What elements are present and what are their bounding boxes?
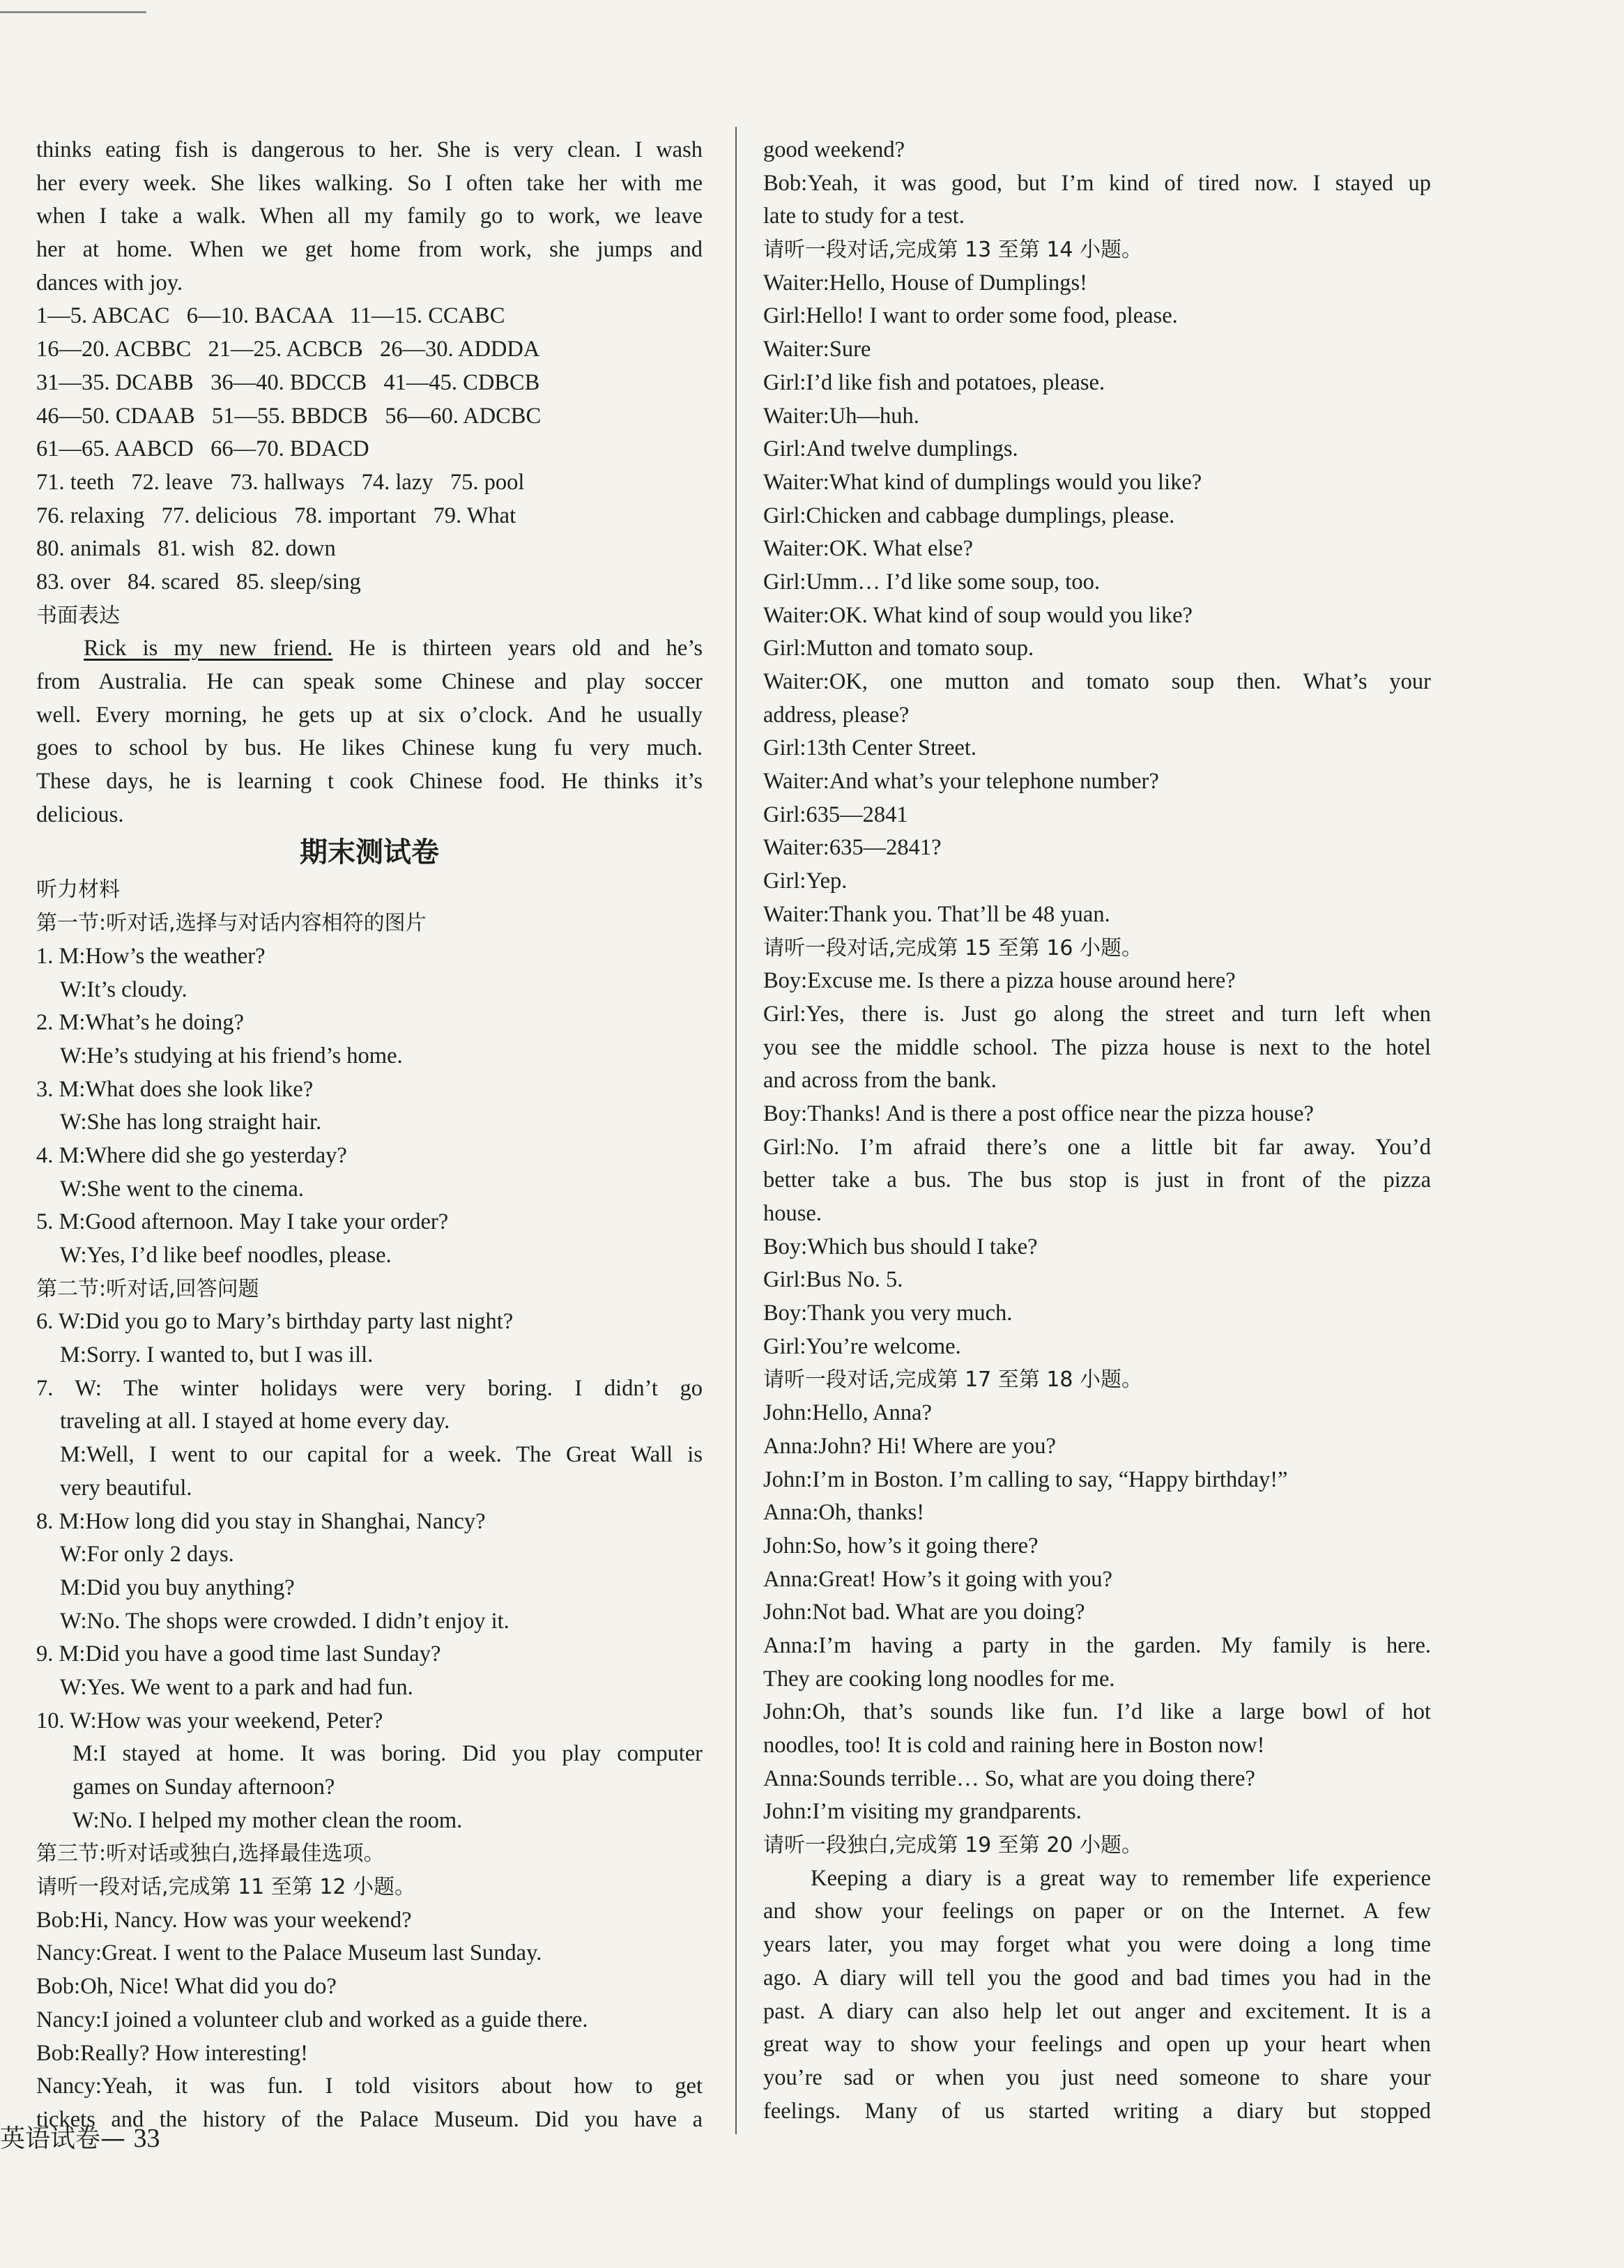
dialog-line: Girl:Hello! I want to order some food, please. <box>763 303 1178 329</box>
answer-key <box>36 300 703 599</box>
dialog-line: W:He’s studying at his friend’s home. <box>60 1043 403 1068</box>
right-column <box>763 134 1431 2128</box>
dialog-line: Boy:Thanks! And is there a post office near the pizza house? <box>763 1101 1314 1126</box>
dialog-line: Girl:No. I’m afraid there’s one a little bit far away. You’d <box>763 1134 1431 1160</box>
dialog-line: very beautiful. <box>60 1475 192 1501</box>
section2-dialogs <box>36 1305 703 1837</box>
monologue-heading: 请听一段独白,完成第 19 至第 20 小题。 <box>763 1833 1143 1858</box>
section1-dialogs <box>36 940 703 1273</box>
text-line: feelings. Many of us started writing a diary but stopped <box>763 2098 1431 2124</box>
text-line: well. Every morning, he gets up at six o’clock. And he usually <box>36 702 703 728</box>
dialog-line: Boy:Which bus should I take? <box>763 1234 1038 1259</box>
dialog-line: good weekend? <box>763 137 905 162</box>
answer-line: 46—50. CDAAB 51—55. BBDCB 56—60. ADCBC <box>36 403 542 429</box>
dialog2 <box>763 267 1431 932</box>
answer-line: 31—35. DCABB 36—40. BDCCB 41—45. CDBCB <box>36 369 540 395</box>
dialog-line: Waiter:OK, one mutton and tomato soup then. What’s your <box>763 669 1431 694</box>
dialog-line: Anna:Great! How’s it going with you? <box>763 1566 1112 1592</box>
text-line: past. A diary can also help let out anger and excitement. It is a <box>763 1998 1431 2024</box>
dialog-line: Waiter:Sure <box>763 337 871 362</box>
dialog-heading: 请听一段对话,完成第 11 至第 12 小题。 <box>36 1875 416 1900</box>
dialog-line: W:She went to the cinema. <box>60 1176 304 1202</box>
answer-line: 83. over 84. scared 85. sleep/sing <box>36 569 361 595</box>
dialog-line: Anna:Sounds terrible… So, what are you doing there? <box>763 1765 1255 1791</box>
text-line: you’re sad or when you just need someone to share your <box>763 2064 1431 2090</box>
text-line: Rick is my new friend. He is thirteen years old and he’s <box>84 636 703 661</box>
dialog-line: 8. M:How long did you stay in Shanghai, Nancy? <box>36 1508 486 1534</box>
dialog-line: Girl:Yes, there is. Just go along the street and turn left when <box>763 1001 1431 1027</box>
dialog-line: John:Not bad. What are you doing? <box>763 1600 1085 1625</box>
section-heading: 第一节:听对话,选择与对话内容相符的图片 <box>36 911 427 936</box>
dialog-line: 9. M:Did you have a good time last Sunday? <box>36 1641 441 1667</box>
dialog-line: 6. W:Did you go to Mary’s birthday party last night? <box>36 1309 514 1335</box>
dialog-line: Bob:Really? How interesting! <box>36 2040 308 2066</box>
dialog-line: Girl:Chicken and cabbage dumplings, please. <box>763 503 1175 528</box>
text-line: ago. A diary will tell you the good and bad times you had in the <box>763 1965 1431 1991</box>
dialog-line: They are cooking long noodles for me. <box>763 1666 1115 1692</box>
dialog-heading: 请听一段对话,完成第 17 至第 18 小题。 <box>763 1367 1143 1393</box>
dialog-line: traveling at all. I stayed at home every day. <box>60 1409 450 1434</box>
dialog-line: W:It’s cloudy. <box>60 976 187 1002</box>
text-line: her at home. When we get home from work, she jumps and <box>36 237 703 263</box>
dialog-line: and across from the bank. <box>763 1068 997 1094</box>
dialog-heading: 请听一段对话,完成第 13 至第 14 小题。 <box>763 238 1143 263</box>
dialog-line: Girl:Mutton and tomato soup. <box>763 636 1034 661</box>
section-heading: 第三节:听对话或独白,选择最佳选项。 <box>36 1841 385 1867</box>
dialog-line: 4. M:Where did she go yesterday? <box>36 1142 347 1168</box>
dialog-line: 2. M:What’s he doing? <box>36 1010 244 1036</box>
text-line: goes to school by bus. He likes Chinese kung fu very much. <box>36 735 703 761</box>
dialog-line: house. <box>763 1201 822 1226</box>
underlined-sentence: Rick is my new friend. <box>84 636 333 661</box>
answer-line: 1—5. ABCAC 6—10. BACAA 11—15. CCABC <box>36 303 505 329</box>
dialog-line: Girl:13th Center Street. <box>763 735 976 761</box>
dialog1 <box>36 1904 703 2137</box>
page-footer <box>0 2119 160 2154</box>
text-line: thinks eating fish is dangerous to her. She is very clean. I wash <box>36 137 703 162</box>
dialog-line: W:For only 2 days. <box>60 1542 234 1568</box>
dialog-line: Waiter:OK. What kind of soup would you like? <box>763 602 1193 628</box>
answer-line: 61—65. AABCD 66—70. BDACD <box>36 436 369 462</box>
dialog-line: Waiter:635—2841? <box>763 835 942 861</box>
dialog-line: Boy:Thank you very much. <box>763 1301 1013 1326</box>
dialog-line: Boy:Excuse me. Is there a pizza house around here? <box>763 968 1236 994</box>
dialog-line: Girl:Bus No. 5. <box>763 1267 903 1293</box>
dialog-line: Girl:You’re welcome. <box>763 1333 961 1359</box>
dialog4 <box>763 1397 1431 1829</box>
dialog-line: John:I’m visiting my grandparents. <box>763 1799 1082 1825</box>
dialog-line: Waiter:OK. What else? <box>763 536 973 562</box>
dialog-line: M:Did you buy anything? <box>60 1574 295 1600</box>
dialog1-continued <box>763 134 1431 233</box>
dialog-line: noodles, too! It is cold and raining here in Boston now! <box>763 1733 1265 1758</box>
intro-paragraph <box>36 134 703 300</box>
text-line: dances with joy. <box>36 270 183 296</box>
dialog-line: 1. M:How’s the weather? <box>36 943 266 969</box>
dialog-line: Anna:Oh, thanks! <box>763 1500 925 1526</box>
dialog-line: 7. W: The winter holidays were very boring. I didn’t go <box>36 1375 703 1401</box>
dialog-line: tickets and the history of the Palace Museum. Did you have a <box>36 2106 703 2132</box>
dialog-line: better take a bus. The bus stop is just in front of the pizza <box>763 1167 1431 1193</box>
dialog-line: W:She has long straight hair. <box>60 1110 322 1135</box>
dialog-line: Girl:And twelve dumplings. <box>763 436 1018 462</box>
dialog-line: Girl:I’d like fish and potatoes, please. <box>763 369 1105 395</box>
text-line: These days, he is learning t cook Chinese food. He thinks it’s <box>36 769 703 795</box>
dialog-line: W:Yes, I’d like beef noodles, please. <box>60 1243 392 1268</box>
dialog-line: John:I’m in Boston. I’m calling to say, “Happy birthday!” <box>763 1466 1288 1492</box>
dialog-line: W:No. I helped my mother clean the room. <box>72 1807 463 1833</box>
dialog-line: Nancy:Yeah, it was fun. I told visitors about how to get <box>36 2074 703 2099</box>
dialog-line: 3. M:What does she look like? <box>36 1076 314 1102</box>
listening-heading: 听力材料 <box>36 878 120 903</box>
text-line: from Australia. He can speak some Chinese and play soccer <box>36 669 703 694</box>
dialog-line: Girl:Umm… I’d like some soup, too. <box>763 569 1100 595</box>
dialog-line: Nancy:I joined a volunteer club and worked as a guide there. <box>36 2007 588 2032</box>
column-divider <box>735 127 737 2134</box>
dialog-heading: 请听一段对话,完成第 15 至第 16 小题。 <box>763 935 1143 960</box>
dialog-line: Waiter:Thank you. That’ll be 48 yuan. <box>763 901 1110 927</box>
answer-line: 71. teeth 72. leave 73. hallways 74. lazy 75. pool <box>36 469 525 495</box>
answer-line: 76. relaxing 77. delicious 78. important 79. What <box>36 503 516 528</box>
monologue <box>763 1862 1431 2129</box>
text-line: and show your feelings on paper or on the Internet. A few <box>763 1899 1431 1924</box>
section-heading: 第二节:听对话,回答问题 <box>36 1276 259 1301</box>
dialog-line: you see the middle school. The pizza house is next to the hotel <box>763 1034 1431 1060</box>
dialog-line: Girl:Yep. <box>763 868 848 894</box>
dialog-line: Bob:Hi, Nancy. How was your weekend? <box>36 1907 412 1933</box>
dialog-line: late to study for a test. <box>763 204 965 229</box>
dialog-line: John:So, how’s it going there? <box>763 1533 1039 1558</box>
dialog-line: Nancy:Great. I went to the Palace Museum last Sunday. <box>36 1940 542 1966</box>
dialog-line: M:Well, I went to our capital for a week. The Great Wall is <box>60 1442 703 1468</box>
dialog-line: John:Hello, Anna? <box>763 1400 932 1426</box>
text-line: her every week. She likes walking. So I often take her with me <box>36 170 703 196</box>
footer-label: 英语试卷— <box>0 2124 126 2153</box>
text-line: great way to show your feelings and open up your heart when <box>763 2032 1431 2058</box>
dialog-line: W:No. The shops were crowded. I didn’t enjoy it. <box>60 1608 510 1634</box>
page-number: 33 <box>133 2124 160 2153</box>
text-line: years later, you may forget what you were doing a long time <box>763 1932 1431 1958</box>
answer-line: 16—20. ACBBC 21—25. ACBCB 26—30. ADDDA <box>36 337 540 362</box>
dialog-line: W:Yes. We went to a park and had fun. <box>60 1674 413 1700</box>
dialog-line: Waiter:Uh—huh. <box>763 403 919 429</box>
writing-heading: 书面表达 <box>36 603 120 628</box>
dialog-line: Waiter:And what’s your telephone number? <box>763 769 1159 795</box>
top-rule <box>0 11 146 13</box>
dialog-line: address, please? <box>763 702 910 728</box>
dialog-line: John:Oh, that’s sounds like fun. I’d like a large bowl of hot <box>763 1699 1431 1725</box>
left-column <box>36 134 703 2137</box>
dialog-line: Anna:I’m having a party in the garden. My family is here. <box>763 1632 1431 1658</box>
text-line: delicious. <box>36 802 124 827</box>
dialog3 <box>763 965 1431 1363</box>
dialog-line: Bob:Oh, Nice! What did you do? <box>36 1974 337 2000</box>
answer-line: 80. animals 81. wish 82. down <box>36 536 336 562</box>
text-line: when I take a walk. When all my family go to work, we leave <box>36 204 703 229</box>
dialog-line: 10. W:How was your weekend, Peter? <box>36 1708 383 1733</box>
dialog-line: 5. M:Good afternoon. May I take your order? <box>36 1209 449 1235</box>
dialog-line: Waiter:Hello, House of Dumplings! <box>763 270 1087 296</box>
text-line: Keeping a diary is a great way to remember life experience <box>811 1865 1431 1891</box>
dialog-line: games on Sunday afternoon? <box>72 1775 335 1800</box>
dialog-line: Anna:John? Hi! Where are you? <box>763 1433 1056 1459</box>
exam-title: 期末测试卷 <box>300 836 439 869</box>
dialog-line: M:Sorry. I wanted to, but I was ill. <box>60 1342 374 1368</box>
dialog-line: Bob:Yeah, it was good, but I’m kind of tired now. I stayed up <box>763 170 1431 196</box>
dialog-line: M:I stayed at home. It was boring. Did you play computer <box>72 1741 703 1767</box>
dialog-line: Girl:635—2841 <box>763 802 908 827</box>
dialog-line: Waiter:What kind of dumplings would you like? <box>763 469 1202 495</box>
writing-paragraph <box>36 632 703 832</box>
